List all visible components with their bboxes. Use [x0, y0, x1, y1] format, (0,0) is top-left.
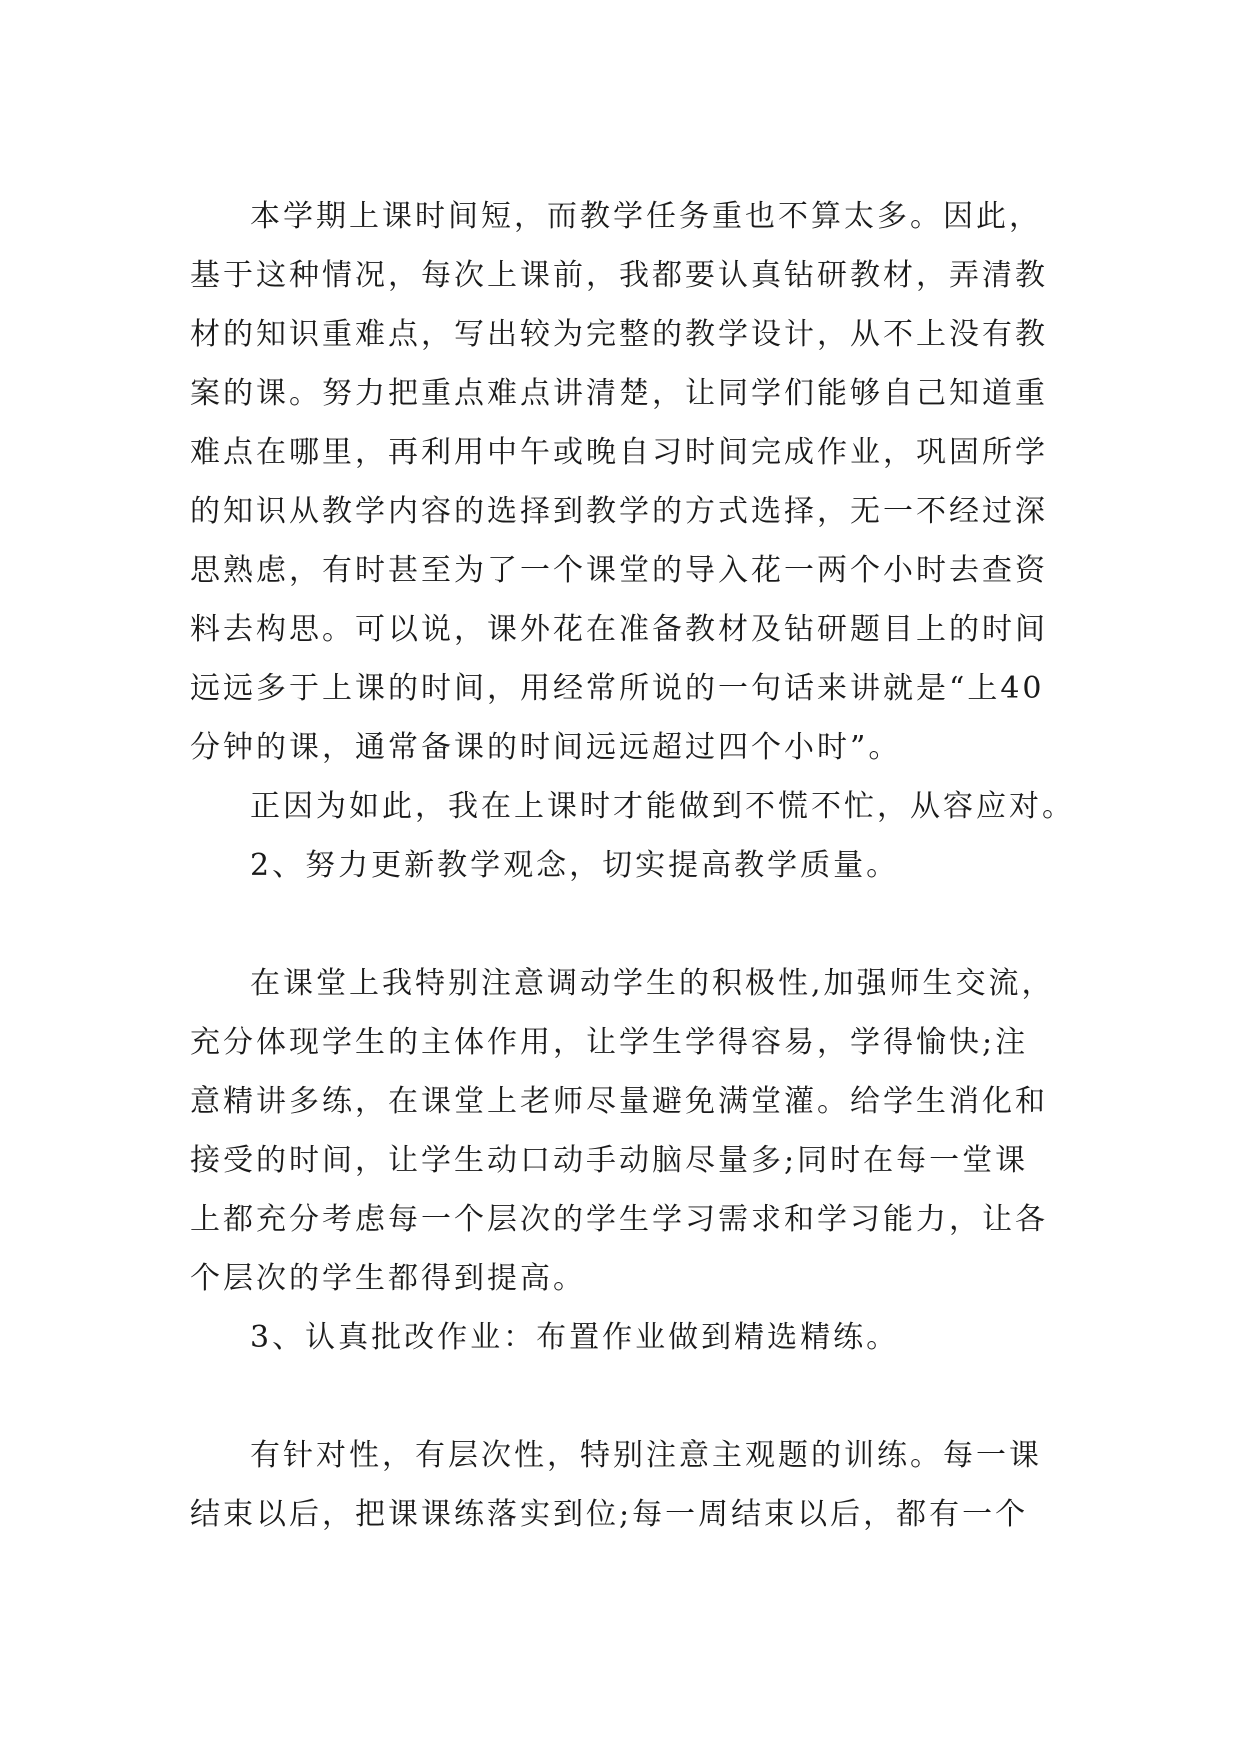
paragraph-calm-response: [190, 777, 1075, 836]
text-line: 正因为如此，我在上课时才能做到不慌不忙，从容应对。: [250, 789, 1075, 824]
text-line: 接受的时间，让学生动口动手动脑尽量多;同时在每一堂课: [190, 1143, 1029, 1178]
text-line: 的知识从教学内容的选择到教学的方式选择，无一不经过深: [190, 494, 1048, 529]
text-line: 分钟的课，通常备课的时间远远超过四个小时”。: [190, 730, 902, 765]
text-line: 料去构思。可以说，课外花在准备教材及钻研题目上的时间: [190, 612, 1048, 647]
paragraph-classroom-interaction: [190, 954, 1060, 1308]
text-line: 材的知识重难点，写出较为完整的教学设计，从不上没有教: [190, 317, 1048, 352]
text-line: 案的课。努力把重点难点讲清楚，让同学们能够自己知道重: [190, 376, 1048, 411]
section-heading-2: [190, 836, 1060, 895]
text-line: 在课堂上我特别注意调动学生的积极性,加强师生交流，: [250, 966, 1055, 1001]
text-line: 上都充分考虑每一个层次的学生学习需求和学习能力，让各: [190, 1202, 1048, 1237]
document-body: [190, 187, 1075, 1544]
paragraph-lesson-preparation: [190, 187, 1060, 777]
heading-line: 2、努力更新教学观念，切实提高教学质量。: [250, 848, 900, 883]
text-line: 充分体现学生的主体作用，让学生学得容易，学得愉快;注: [190, 1025, 1029, 1060]
section-heading-3: [190, 1308, 1060, 1367]
text-line: 基于这种情况，每次上课前，我都要认真钻研教材，弄清教: [190, 258, 1048, 293]
text-line: 个层次的学生都得到提高。: [190, 1261, 586, 1296]
text-line: 有针对性，有层次性，特别注意主观题的训练。每一课: [250, 1438, 1042, 1473]
paragraph-homework-practice: [190, 1426, 1060, 1544]
text-line: 本学期上课时间短，而教学任务重也不算太多。因此，: [250, 199, 1042, 234]
blank-line: [190, 1367, 1060, 1426]
blank-line: [190, 895, 1060, 954]
text-line: 远远多于上课的时间，用经常所说的一句话来讲就是“上40: [190, 671, 1045, 706]
text-line: 思熟虑，有时甚至为了一个课堂的导入花一两个小时去查资: [190, 553, 1048, 588]
text-line: 难点在哪里，再利用中午或晚自习时间完成作业，巩固所学: [190, 435, 1048, 470]
heading-line: 3、认真批改作业：布置作业做到精选精练。: [250, 1320, 900, 1355]
text-line: 结束以后，把课课练落实到位;每一周结束以后，都有一个: [190, 1497, 1029, 1532]
text-line: 意精讲多练，在课堂上老师尽量避免满堂灌。给学生消化和: [190, 1084, 1048, 1119]
